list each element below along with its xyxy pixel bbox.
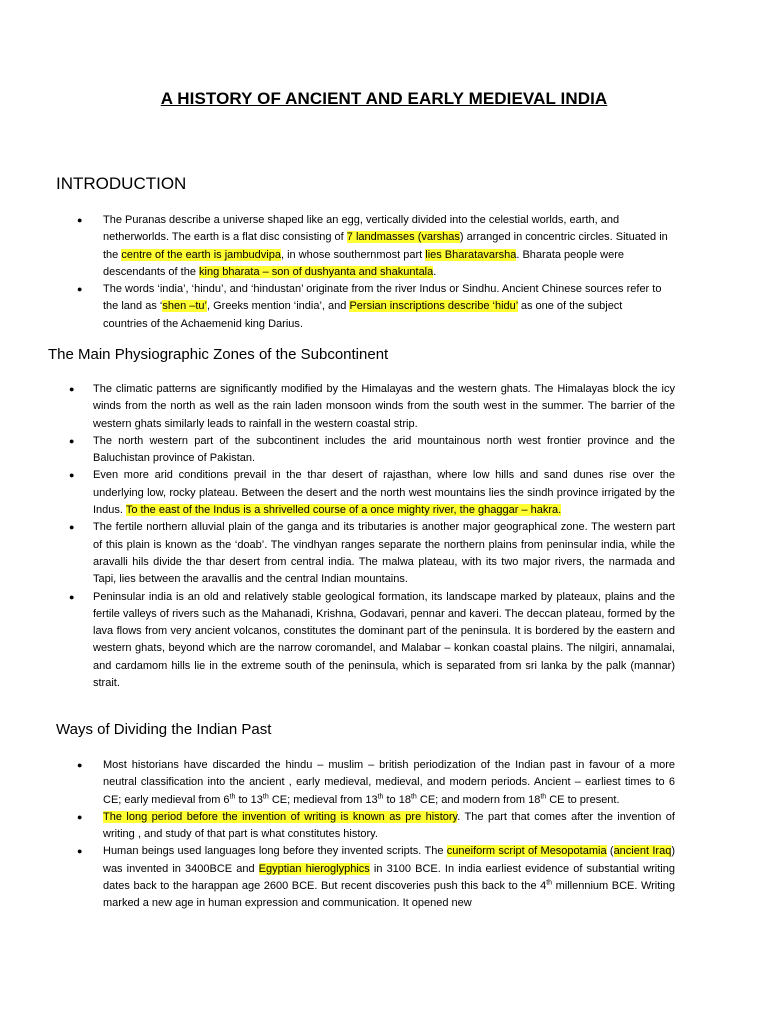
highlighted-text: Egyptian hieroglyphics — [258, 862, 370, 875]
list-item: ● Even more arid conditions prevail in the thar desert of rajasthan, where low hills and sand dunes rise over the underlying low, rocky plateau. Between the desert and the north west mountains lies the sindh province irrigated by the Indus. To the east of the Indus is a shrivelled course of a once mighty river, the ghaggar – hakra. — [69, 469, 675, 517]
list-item: ● Human beings used languages long before they invented scripts. The cuneiform script of Mesopotamia (ancient Iraq) was invented in 3400BCE and Egyptian hieroglyphics in 3100 BCE. In india earliest evidence of substantial writing dates back to the harappan age 2600 BCE. But recent discoveries push this back to the 4th millennium BCE. Writing marked a new age in human expression and communication. It opened new — [77, 845, 675, 910]
list-item: ● Peninsular india is an old and relatively stable geological formation, its landscape marked by plateaux, plains and the fertile valleys of rivers such as the Mahanadi, Krishna, Godavari, pennar and kaveri. The deccan plateau, formed by the lava flows from very ancient volcanos, constitutes the dominant part of the peninsula. It is bordered by the eastern and western ghats, beyond which are the narrow coromandel, and Malabar – konkan coastal plains. The nilgiri, annamalai, and cardamom hills lie in the extreme south of the peninsula, which is separated from sri lanka by the palk (mannar) strait. — [69, 590, 675, 690]
highlighted-text: lies Bharatavarsha — [425, 248, 517, 261]
zones-bullet-list — [69, 381, 675, 692]
bullet-icon: ● — [77, 811, 83, 822]
bullet-icon: ● — [69, 470, 75, 481]
highlighted-text: ancient Iraq — [613, 845, 672, 858]
bullet-icon: ● — [69, 384, 75, 394]
highlighted-text: centre of the earth is jambudvipa — [121, 248, 281, 261]
highlighted-text: 7 landmasses (varshas — [346, 231, 460, 244]
highlighted-text: To the east of the Indus is a shrivelled course of a once mighty river, the ghaggar – hakra. — [125, 504, 562, 517]
bullet-icon: ● — [69, 435, 75, 446]
bullet-icon: ● — [69, 591, 75, 602]
ways-bullet-list — [77, 757, 675, 913]
list-item: ● Most historians have discarded the hindu – muslim – british periodization of the Indian past in favour of a more neutral classification into the ancient , early medieval, medieval, and modern periods. Ancient – earliest times to 6 CE; early medieval from 6th to 13th CE; medieval from 13th to 18th CE; and modern from 18th CE to present. — [77, 759, 675, 806]
highlighted-text: king bharata – son of dushyanta and shakuntala — [199, 265, 434, 278]
heading-ways-of-dividing: Ways of Dividing the Indian Past — [56, 721, 272, 738]
list-item: ● The fertile northern alluvial plain of the ganga and its tributaries is another major geographical zone. The western part of this plain is known as the ‘doab’. The vindhyan ranges separate the northern plains from peninsular india, while the aravalli hils divide the thar desert from central india. The malwa plateau, with its two major rivers, the narmada and Tapi, lies between the aravallis and the central Indian mountains. — [69, 521, 675, 586]
bullet-icon: ● — [77, 846, 83, 857]
page-title: A HISTORY OF ANCIENT AND EARLY MEDIEVAL INDIA — [160, 89, 608, 108]
heading-physiographic-zones: The Main Physiographic Zones of the Subcontinent — [48, 346, 389, 363]
list-item: ● The words ‘india’, ‘hindu’, and ‘hindustan’ originate from the river Indus or Sindhu. Ancient Chinese sources refer to the land as ‘shen –tu’, Greeks mention ‘india’, and Persian inscriptions describe ‘hidu’ as one of the subject countries of the Achaemenid king Darius. — [77, 283, 662, 330]
intro-bullet-list — [77, 212, 668, 333]
highlighted-text: Persian inscriptions describe ‘hidu’ — [349, 300, 518, 313]
list-item: ● The Puranas describe a universe shaped like an egg, vertically divided into the celestial worlds, earth, and netherworlds. The earth is a flat disc consisting of 7 landmasses (varshas) arranged in concentric circles. Situated in the centre of the earth is jambudvipa, in whose southernmost part lies Bharatavarsha. Bharata people were descendants of the king bharata – son of dushyanta and shakuntala. — [77, 214, 668, 278]
highlighted-text: cuneiform script of Mesopotamia — [446, 845, 607, 858]
highlighted-text: shen –tu’ — [162, 300, 207, 313]
bullet-icon: ● — [77, 760, 83, 770]
bullet-icon: ● — [69, 522, 75, 533]
heading-introduction: INTRODUCTION — [56, 174, 187, 193]
highlighted-text: The long period before the invention of writing is known as pre history — [103, 810, 458, 823]
bullet-icon: ● — [77, 215, 83, 225]
bullet-icon: ● — [77, 284, 83, 295]
list-item: ● The north western part of the subcontinent includes the arid mountainous north west frontier province and the Baluchistan province of Pakistan. — [69, 434, 675, 465]
list-item: ● The long period before the invention of writing is known as pre history. The part that comes after the invention of writing , and study of that part is what constitutes history. — [77, 810, 675, 841]
list-item: ● The climatic patterns are significantly modified by the Himalayas and the western ghats. The Himalayas block the icy winds from the north as well as the rain laden monsoon winds from the south west in the summer. The barrier of the western ghats similarly leads to rainfall in the western coastal strip. — [69, 383, 675, 430]
